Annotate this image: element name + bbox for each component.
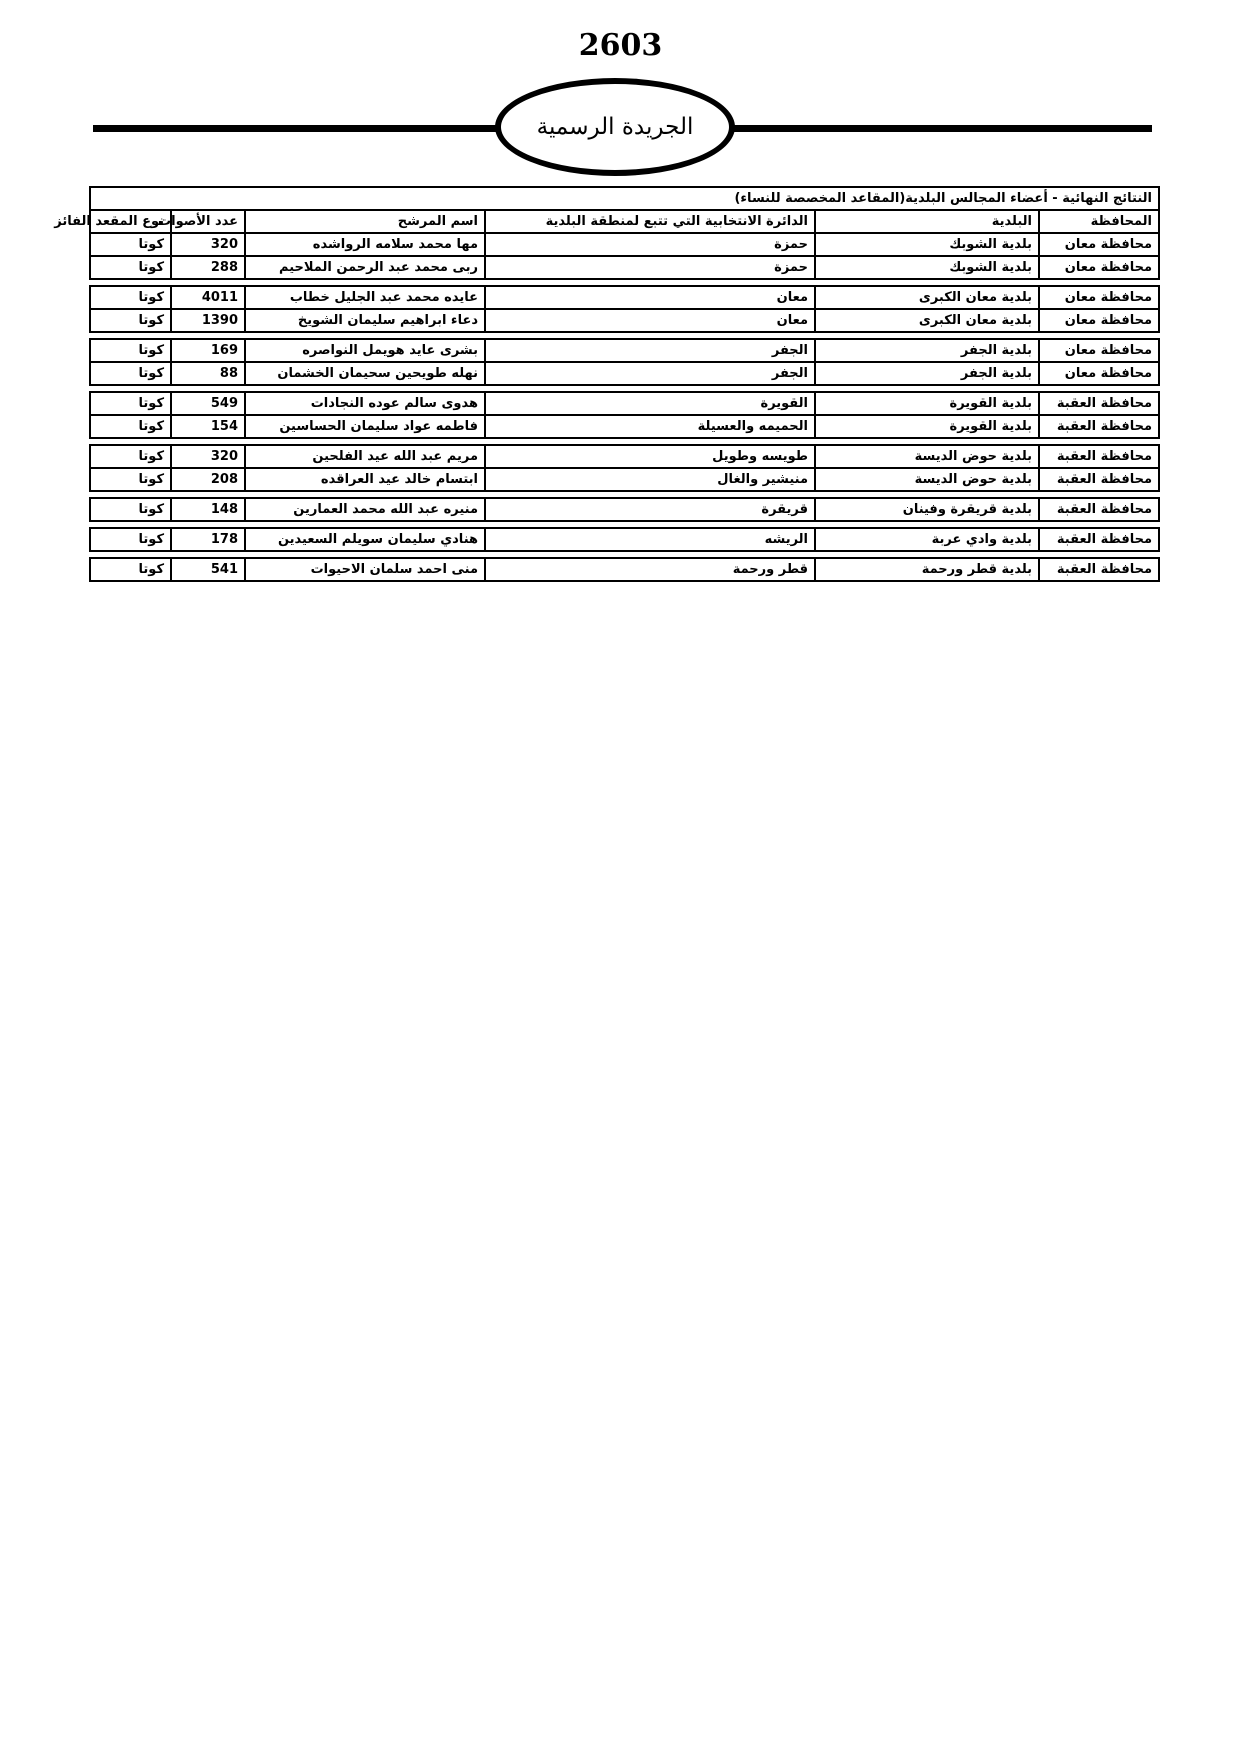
cell-votes: 208 xyxy=(171,468,245,491)
table-row xyxy=(90,558,1159,581)
cell-votes: 1390 xyxy=(171,309,245,332)
cell-votes: 169 xyxy=(171,339,245,362)
group-spacer-cell xyxy=(90,551,1159,558)
cell-votes: 178 xyxy=(171,528,245,551)
cell-seat-type: كوتا xyxy=(90,392,171,415)
group-spacer-cell xyxy=(90,385,1159,392)
masthead-oval xyxy=(495,78,735,176)
cell-district: حمزة xyxy=(485,256,815,279)
cell-governorate: محافظة العقبة xyxy=(1039,392,1159,415)
table-row xyxy=(90,445,1159,468)
table-row xyxy=(90,233,1159,256)
cell-candidate: هنادي سليمان سويلم السعيدين xyxy=(245,528,485,551)
cell-governorate: محافظة العقبة xyxy=(1039,445,1159,468)
header-district: الدائرة الانتخابية التي تتبع لمنطقة البلدية xyxy=(485,210,815,233)
table-body xyxy=(90,233,1159,581)
cell-municipality: بلدية الشوبك xyxy=(815,256,1039,279)
cell-seat-type: كوتا xyxy=(90,445,171,468)
cell-district: طويسه وطويل xyxy=(485,445,815,468)
cell-votes: 88 xyxy=(171,362,245,385)
header-votes: عدد الأصوات xyxy=(171,210,245,233)
group-spacer xyxy=(90,385,1159,392)
table-row xyxy=(90,309,1159,332)
table-row xyxy=(90,362,1159,385)
cell-votes: 154 xyxy=(171,415,245,438)
cell-municipality: بلدية الشوبك xyxy=(815,233,1039,256)
cell-district: قطر ورحمة xyxy=(485,558,815,581)
cell-seat-type: كوتا xyxy=(90,339,171,362)
cell-district: القويرة xyxy=(485,392,815,415)
table-row xyxy=(90,468,1159,491)
cell-seat-type: كوتا xyxy=(90,286,171,309)
cell-seat-type: كوتا xyxy=(90,468,171,491)
cell-district: الحميمه والعسيلة xyxy=(485,415,815,438)
cell-votes: 549 xyxy=(171,392,245,415)
results-table xyxy=(54,186,1160,582)
table-row xyxy=(90,415,1159,438)
cell-candidate: ابتسام خالد عيد العراقده xyxy=(245,468,485,491)
cell-seat-type: كوتا xyxy=(90,498,171,521)
cell-municipality: بلدية الجفر xyxy=(815,339,1039,362)
table-title: النتائج النهائية - أعضاء المجالس البلدية(المقاعد المخصصة للنساء) xyxy=(90,187,1159,210)
cell-candidate: منيره عبد الله محمد العمارين xyxy=(245,498,485,521)
cell-candidate: بشرى عايد هويمل النواصره xyxy=(245,339,485,362)
cell-governorate: محافظة العقبة xyxy=(1039,468,1159,491)
group-spacer xyxy=(90,491,1159,498)
cell-seat-type: كوتا xyxy=(90,558,171,581)
cell-candidate: دعاء ابراهيم سليمان الشويخ xyxy=(245,309,485,332)
table-row xyxy=(90,256,1159,279)
cell-municipality: بلدية معان الكبرى xyxy=(815,309,1039,332)
header-candidate: اسم المرشح xyxy=(245,210,485,233)
table-row xyxy=(90,498,1159,521)
cell-candidate: فاطمه عواد سليمان الحساسين xyxy=(245,415,485,438)
group-spacer xyxy=(90,279,1159,286)
cell-candidate: مريم عبد الله عيد الفلحين xyxy=(245,445,485,468)
cell-governorate: محافظة العقبة xyxy=(1039,498,1159,521)
cell-governorate: محافظة العقبة xyxy=(1039,415,1159,438)
cell-governorate: محافظة العقبة xyxy=(1039,558,1159,581)
cell-district: حمزة xyxy=(485,233,815,256)
cell-seat-type: كوتا xyxy=(90,415,171,438)
cell-municipality: بلدية حوض الديسة xyxy=(815,468,1039,491)
header-rule-right xyxy=(732,125,1152,132)
cell-municipality: بلدية القويرة xyxy=(815,415,1039,438)
page-number: 2603 xyxy=(578,28,663,63)
cell-candidate: هدوى سالم عوده النجادات xyxy=(245,392,485,415)
group-spacer xyxy=(90,332,1159,339)
cell-seat-type: كوتا xyxy=(90,528,171,551)
cell-votes: 541 xyxy=(171,558,245,581)
group-spacer-cell xyxy=(90,279,1159,286)
cell-candidate: ربى محمد عبد الرحمن الملاحيم xyxy=(245,256,485,279)
cell-seat-type: كوتا xyxy=(90,309,171,332)
cell-district: قريقرة xyxy=(485,498,815,521)
table-row xyxy=(90,339,1159,362)
table-row xyxy=(90,528,1159,551)
cell-governorate: محافظة معان xyxy=(1039,233,1159,256)
masthead-title: الجريدة الرسمية xyxy=(536,114,694,140)
group-spacer-cell xyxy=(90,491,1159,498)
cell-votes: 148 xyxy=(171,498,245,521)
cell-votes: 288 xyxy=(171,256,245,279)
cell-district: الجفر xyxy=(485,339,815,362)
group-spacer xyxy=(90,551,1159,558)
cell-municipality: بلدية معان الكبرى xyxy=(815,286,1039,309)
cell-municipality: بلدية حوض الديسة xyxy=(815,445,1039,468)
cell-governorate: محافظة العقبة xyxy=(1039,528,1159,551)
table-row xyxy=(90,286,1159,309)
cell-candidate: عايده محمد عبد الجليل خطاب xyxy=(245,286,485,309)
cell-governorate: محافظة معان xyxy=(1039,286,1159,309)
table-row xyxy=(90,392,1159,415)
cell-district: معان xyxy=(485,309,815,332)
cell-votes: 4011 xyxy=(171,286,245,309)
header-rule-left xyxy=(93,125,498,132)
group-spacer-cell xyxy=(90,438,1159,445)
cell-municipality: بلدية الجفر xyxy=(815,362,1039,385)
cell-candidate: مها محمد سلامه الرواشده xyxy=(245,233,485,256)
cell-candidate: منى احمد سلمان الاحيوات xyxy=(245,558,485,581)
cell-seat-type: كوتا xyxy=(90,233,171,256)
cell-municipality: بلدية قطر ورحمة xyxy=(815,558,1039,581)
group-spacer xyxy=(90,438,1159,445)
cell-governorate: محافظة معان xyxy=(1039,309,1159,332)
cell-governorate: محافظة معان xyxy=(1039,256,1159,279)
group-spacer-cell xyxy=(90,332,1159,339)
cell-candidate: نهله طويحين سحيمان الخشمان xyxy=(245,362,485,385)
cell-district: منيشير والغال xyxy=(485,468,815,491)
cell-municipality: بلدية قريقرة وفينان xyxy=(815,498,1039,521)
cell-governorate: محافظة معان xyxy=(1039,362,1159,385)
cell-municipality: بلدية القويرة xyxy=(815,392,1039,415)
cell-district: الجفر xyxy=(485,362,815,385)
cell-district: معان xyxy=(485,286,815,309)
cell-governorate: محافظة معان xyxy=(1039,339,1159,362)
cell-votes: 320 xyxy=(171,445,245,468)
header-seat-type: نوع المقعد الفائز xyxy=(90,210,171,233)
group-spacer-cell xyxy=(90,521,1159,528)
header-governorate: المحافظة xyxy=(1039,210,1159,233)
cell-votes: 320 xyxy=(171,233,245,256)
cell-municipality: بلدية وادي عربة xyxy=(815,528,1039,551)
cell-seat-type: كوتا xyxy=(90,256,171,279)
cell-district: الريشه xyxy=(485,528,815,551)
cell-seat-type: كوتا xyxy=(90,362,171,385)
header-municipality: البلدية xyxy=(815,210,1039,233)
group-spacer xyxy=(90,521,1159,528)
